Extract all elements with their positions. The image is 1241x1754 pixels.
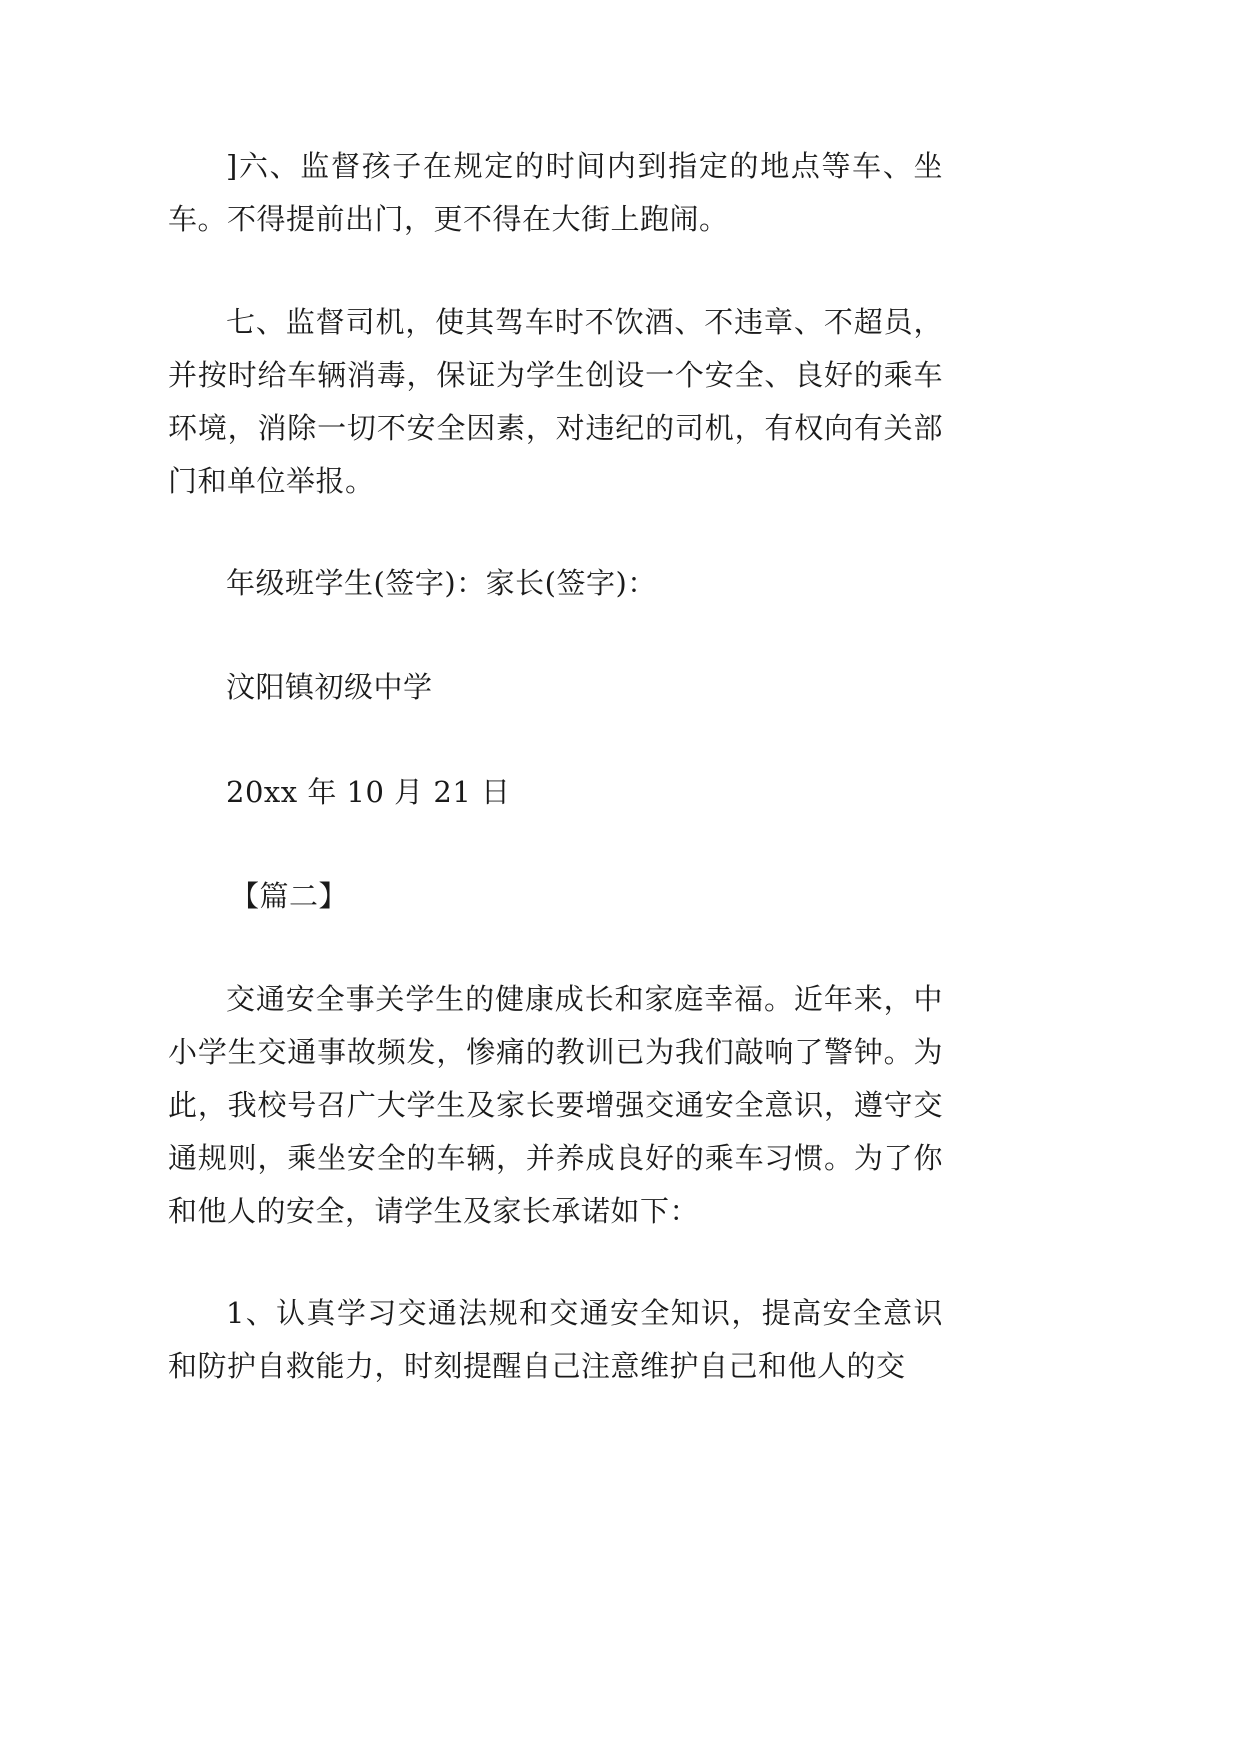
school-name: 汶阳镇初级中学 xyxy=(226,670,433,704)
paragraph-item-one: 1、认真学习交通法规和交通安全知识，提高安全意识和防护自救能力，时刻提醒自己注意维护自己和他人的交 xyxy=(168,1296,943,1383)
paragraph-item-seven: 七、监督司机，使其驾车时不饮酒、不违章、不超员，并按时给车辆消毒，保证为学生创设一个安全、良好的乘车环境，消除一切不安全因素，对违纪的司机，有权向有关部门和单位举报。 xyxy=(168,305,943,498)
paragraph-item-six: ]六、监督孩子在规定的时间内到指定的地点等车、坐车。不得提前出门，更不得在大街上跑闹。 xyxy=(168,149,943,236)
paragraph-intro: 交通安全事关学生的健康成长和家庭幸福。近年来，中小学生交通事故频发，惨痛的教训已为我们敲响了警钟。为此，我校号召广大学生及家长要增强交通安全意识，遵守交通规则，乘坐安全的车辆，并养成良好的乘车习惯。为了你和他人的安全，请学生及家长承诺如下： xyxy=(168,982,943,1228)
document-date: 20xx 年 10 月 21 日 xyxy=(226,775,511,809)
section-heading: 【篇二】 xyxy=(230,879,349,913)
signature-line: 年级班学生(签字)：家长(签字)： xyxy=(226,566,657,600)
